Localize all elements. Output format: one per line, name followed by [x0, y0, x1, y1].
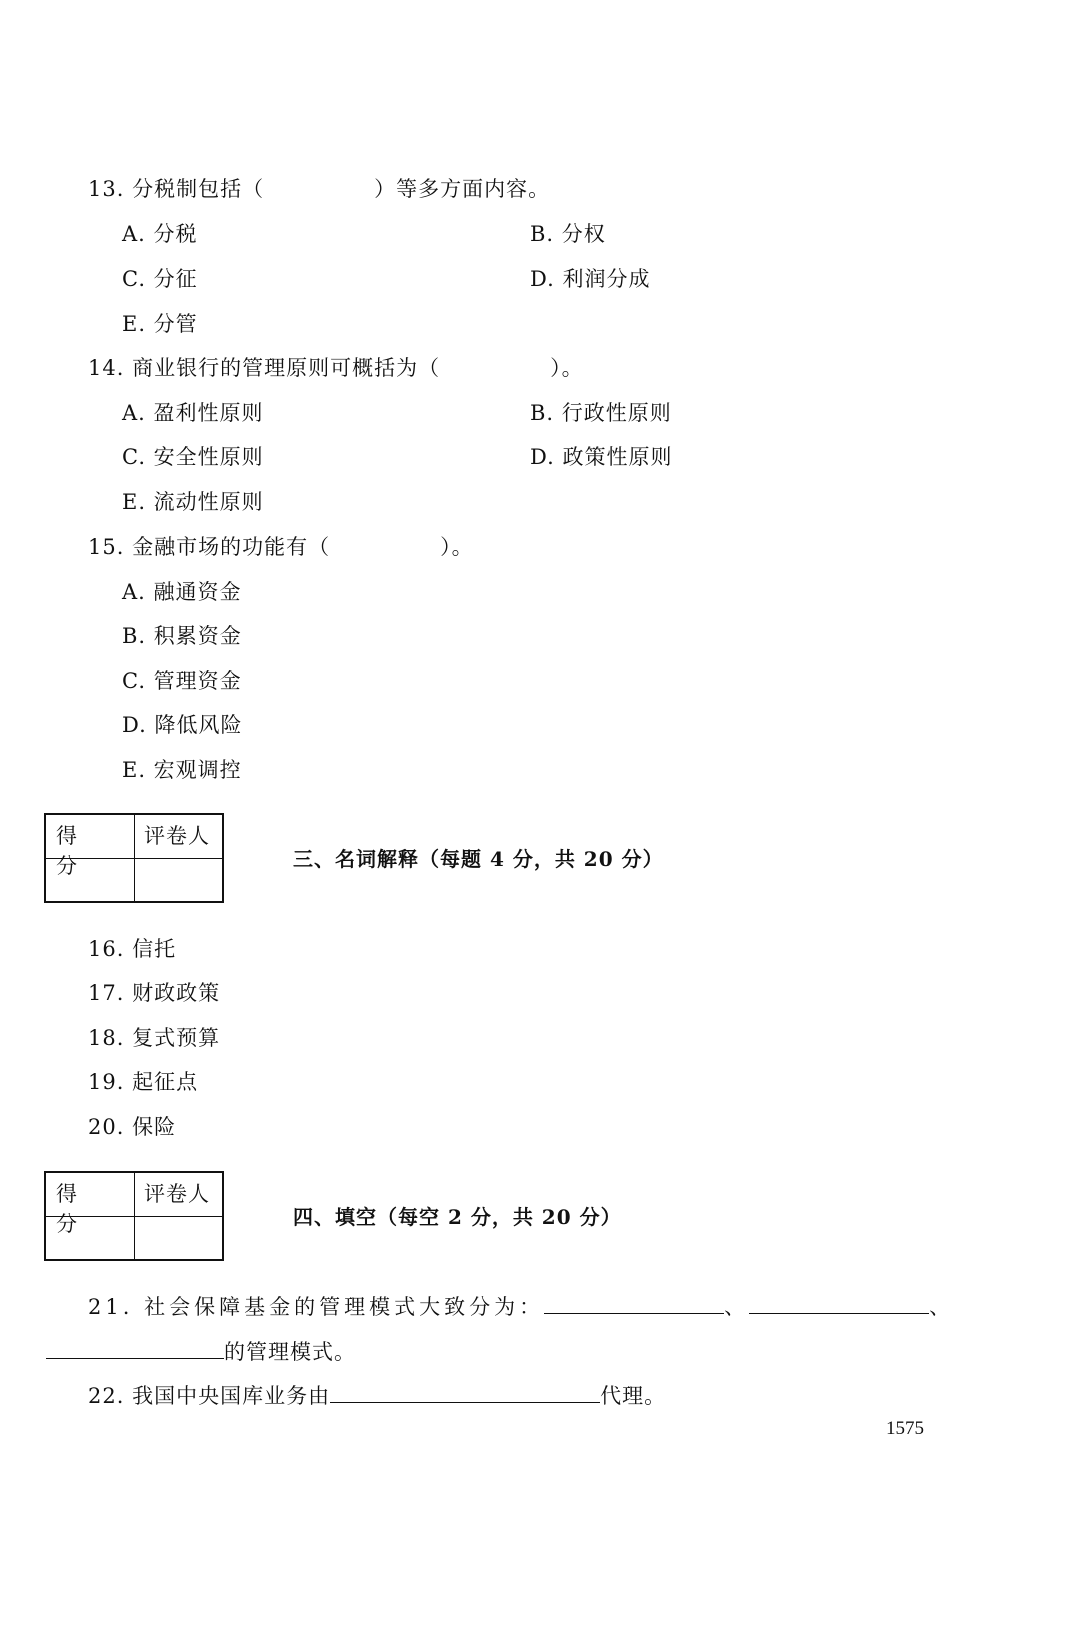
option-15b: B. 积累资金 [122, 624, 242, 648]
section-4-title: 四、填空（每空 2 分，共 20 分） [293, 1205, 622, 1229]
blank-21-1[interactable] [544, 1293, 724, 1314]
blank-21-2[interactable] [749, 1293, 929, 1314]
score-field[interactable] [46, 1217, 134, 1261]
score-field[interactable] [46, 859, 134, 903]
option-13c: C. 分征 [122, 267, 198, 291]
option-14d: D. 政策性原则 [530, 445, 673, 469]
grader-label: 评卷人 [144, 824, 210, 848]
grader-label: 评卷人 [144, 1182, 210, 1206]
question-22: 22. 我国中央国库业务由 代理。 [88, 1384, 667, 1408]
section-3-title: 三、名词解释（每题 4 分，共 20 分） [293, 847, 664, 871]
grader-field[interactable] [136, 859, 224, 903]
term-20: 20. 保险 [88, 1115, 177, 1139]
option-14b: B. 行政性原则 [530, 401, 672, 425]
question-13-stem: 13. 分税制包括（ ）等多方面内容。 [88, 177, 551, 201]
question-21-cont: 的管理模式。 [46, 1338, 356, 1366]
option-15a: A. 融通资金 [122, 580, 242, 604]
term-19: 19. 起征点 [88, 1070, 199, 1094]
question-14-stem: 14. 商业银行的管理原则可概括为（ ）。 [88, 356, 584, 380]
option-13b: B. 分权 [530, 222, 606, 246]
term-17: 17. 财政政策 [88, 981, 221, 1005]
score-label: 得分 [56, 824, 99, 878]
blank-22[interactable] [330, 1382, 600, 1403]
term-18: 18. 复式预算 [88, 1026, 221, 1050]
option-13d: D. 利润分成 [530, 267, 651, 291]
page-number: 1575 [886, 1418, 924, 1439]
option-14a: A. 盈利性原则 [122, 401, 264, 425]
question-21: 21. 社会保障基金的管理模式大致分为： 、 、 [88, 1295, 955, 1319]
option-14e: E. 流动性原则 [122, 490, 264, 514]
option-13a: A. 分税 [122, 222, 198, 246]
term-16: 16. 信托 [88, 937, 177, 961]
question-15-stem: 15. 金融市场的功能有（ ）。 [88, 535, 474, 559]
score-box-section-3 [44, 813, 224, 903]
grader-field[interactable] [136, 1217, 224, 1261]
option-15d: D. 降低风险 [122, 713, 243, 737]
score-label: 得分 [56, 1182, 99, 1236]
option-14c: C. 安全性原则 [122, 445, 264, 469]
option-13e: E. 分管 [122, 312, 198, 336]
option-15c: C. 管理资金 [122, 669, 242, 693]
option-15e: E. 宏观调控 [122, 758, 242, 782]
blank-21-3[interactable] [46, 1338, 224, 1359]
score-box-section-4 [44, 1171, 224, 1261]
